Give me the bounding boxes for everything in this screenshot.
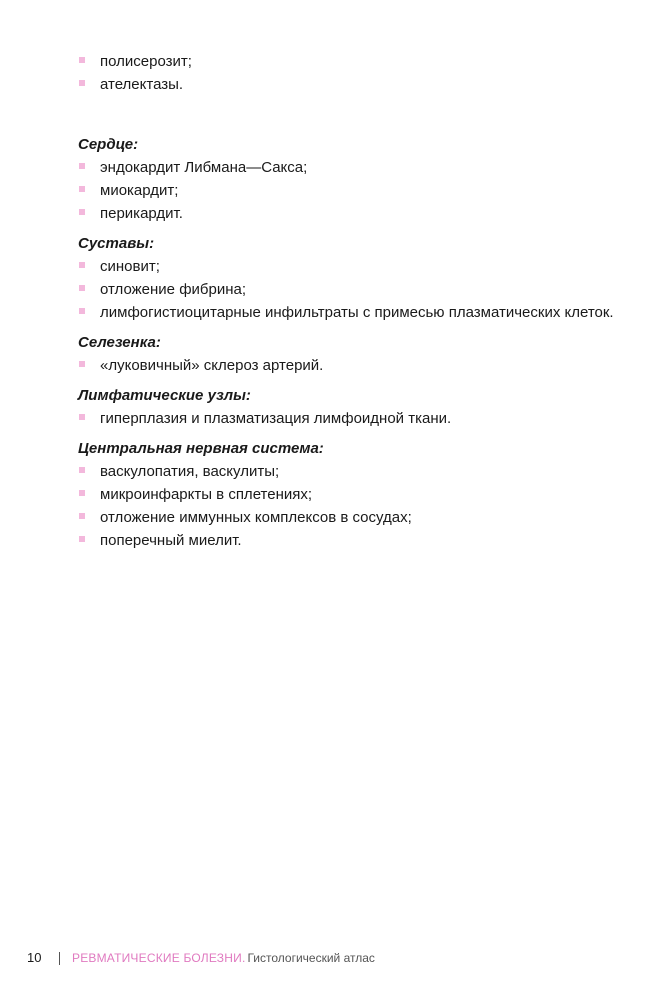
bullet-icon — [79, 209, 85, 215]
list-item — [78, 301, 626, 324]
content-area — [78, 50, 626, 560]
list-item-text: ателектазы. — [100, 76, 184, 93]
list-item — [78, 506, 626, 529]
section-continued — [78, 50, 626, 96]
list-item — [78, 460, 626, 483]
bullet-list — [78, 407, 626, 430]
list-item-text: поперечный миелит. — [100, 532, 242, 549]
list-item — [78, 354, 626, 377]
list-item — [78, 179, 626, 202]
list-item — [78, 73, 626, 96]
page-footer — [27, 948, 375, 968]
list-item — [78, 156, 626, 179]
bullet-icon — [79, 186, 85, 192]
list-item-text: гиперплазия и плазматизация лимфоидной ткани. — [100, 410, 452, 427]
bullet-list — [78, 50, 626, 96]
bullet-icon — [79, 308, 85, 314]
bullet-icon — [79, 80, 85, 86]
list-item — [78, 202, 626, 225]
section-heading: Центральная нервная система: — [78, 440, 324, 457]
bullet-list — [78, 354, 626, 377]
section-heading: Сердце: — [78, 136, 139, 153]
section-heading: Лимфатические узлы: — [78, 387, 251, 404]
bullet-icon — [79, 536, 85, 542]
section-cns — [78, 438, 626, 552]
list-item-text: отложение фибрина; — [100, 281, 247, 298]
bullet-list — [78, 255, 626, 324]
book-subtitle: Гистологический атлас — [247, 951, 375, 965]
bullet-list — [78, 460, 626, 552]
list-item-text: лимфогистиоцитарные инфильтраты с примесью плазматических клеток. — [100, 304, 614, 321]
page-number: 10 — [27, 950, 42, 965]
bullet-icon — [79, 285, 85, 291]
section-heart — [78, 134, 626, 225]
list-item-text: миокардит; — [100, 182, 179, 199]
list-item-text: перикардит. — [100, 205, 183, 222]
list-item-text: полисерозит; — [100, 53, 192, 70]
bullet-icon — [79, 513, 85, 519]
book-title: РЕВМАТИЧЕСКИЕ БОЛЕЗНИ. — [72, 951, 246, 965]
bullet-icon — [79, 163, 85, 169]
section-joints — [78, 233, 626, 324]
list-item — [78, 278, 626, 301]
bullet-icon — [79, 57, 85, 63]
list-item — [78, 483, 626, 506]
list-item — [78, 407, 626, 430]
section-heading: Селезенка: — [78, 334, 161, 351]
bullet-icon — [79, 490, 85, 496]
list-item-text: «луковичный» склероз артерий. — [100, 357, 324, 374]
list-item-text: отложение иммунных комплексов в сосудах; — [100, 509, 412, 526]
section-heading: Суставы: — [78, 235, 155, 252]
list-item-text: эндокардит Либмана—Сакса; — [100, 159, 308, 176]
list-item — [78, 529, 626, 552]
bullet-icon — [79, 414, 85, 420]
bullet-list — [78, 156, 626, 225]
list-item — [78, 255, 626, 278]
list-item-text: синовит; — [100, 258, 160, 275]
section-spleen — [78, 332, 626, 377]
bullet-icon — [79, 361, 85, 367]
list-item-text: васкулопатия, васкулиты; — [100, 463, 280, 480]
section-lymph-nodes — [78, 385, 626, 430]
bullet-icon — [79, 467, 85, 473]
footer-divider — [59, 952, 60, 965]
bullet-icon — [79, 262, 85, 268]
list-item — [78, 50, 626, 73]
list-item-text: микроинфаркты в сплетениях; — [100, 486, 313, 503]
